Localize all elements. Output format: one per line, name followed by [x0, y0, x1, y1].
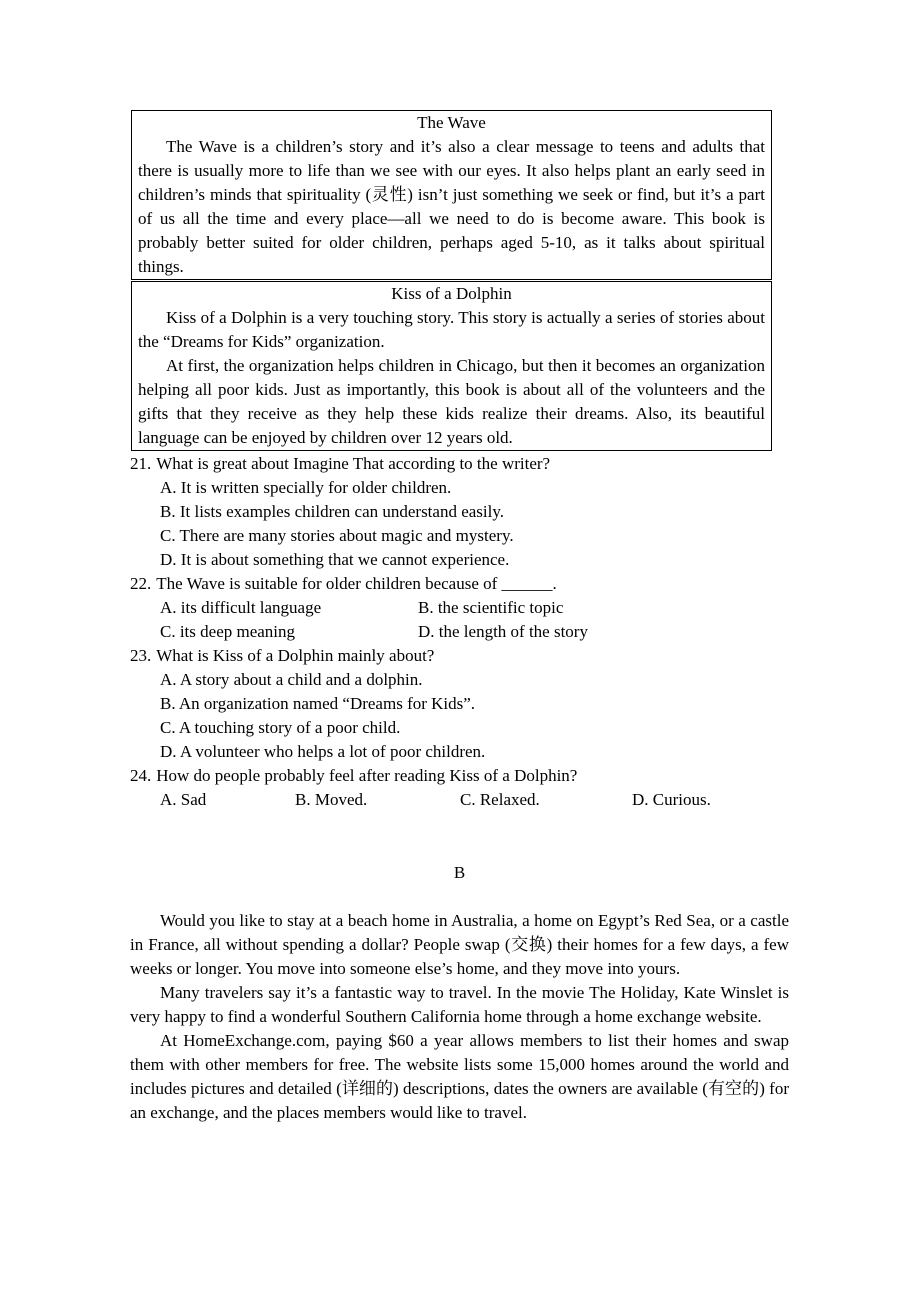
question-22-options-row-2 — [130, 620, 792, 644]
question-text: The Wave is suitable for older children because of ______. — [156, 574, 557, 593]
passage-title-the-wave: The Wave — [417, 113, 486, 132]
question-23-option-b: B. An organization named “Dreams for Kids”. — [160, 694, 476, 713]
question-23 — [130, 644, 792, 668]
question-24-options-row — [130, 788, 792, 812]
question-22 — [130, 572, 792, 596]
question-21-option-b: B. It lists examples children can understand easily. — [160, 502, 505, 521]
question-24-option-c: C. Relaxed. — [460, 790, 540, 809]
question-22-option-c: C. its deep meaning — [160, 622, 296, 641]
question-21-option-d: D. It is about something that we cannot experience. — [160, 550, 510, 569]
question-number: 21. — [130, 454, 152, 473]
question-number: 22. — [130, 574, 152, 593]
section-b-paragraph: Many travelers say it’s a fantastic way to travel. In the movie The Holiday, Kate Winslet is very happy to find a wonderful Southern California home through a home exchange website. — [130, 983, 789, 1026]
question-21 — [130, 452, 792, 476]
passage-paragraph: The Wave is a children’s story and it’s also a clear message to teens and adults that there is usually more to life than we see with our eyes. It also helps plant an early seed in children’s minds that spirituality (灵性) isn’t just something we seek or find, but it’s a part of us all the time and every place—all we need to do is become aware. This book is probably better suited for older children, perhaps aged 5-10, as it talks about spiritual things. — [138, 137, 765, 276]
question-24-option-b: B. Moved. — [295, 790, 368, 809]
reading-passage-boxes — [131, 110, 772, 451]
question-22-options-row-1 — [130, 596, 792, 620]
passage-title-kiss-of-a-dolphin: Kiss of a Dolphin — [391, 284, 512, 303]
question-23-option-c: C. A touching story of a poor child. — [160, 718, 401, 737]
question-text: How do people probably feel after reading Kiss of a Dolphin? — [156, 766, 578, 785]
section-b-heading: B — [453, 863, 466, 882]
question-number: 23. — [130, 646, 152, 665]
section-b-paragraph: Would you like to stay at a beach home in Australia, a home on Egypt’s Red Sea, or a castle in France, all without spending a dollar? People swap (交换) their homes for a few days, a few weeks or longer. You move into someone else’s home, and they move into yours. — [130, 911, 789, 978]
question-22-option-b: B. the scientific topic — [418, 598, 564, 617]
questions-section — [130, 452, 792, 812]
section-b-paragraph: At HomeExchange.com, paying $60 a year allows members to list their homes and swap them with other members for free. The website lists some 15,000 homes around the world and includes pictures and detailed (详细的) descriptions, dates the owners are available (有空的) for an exchange, and the places members would like to travel. — [130, 1031, 789, 1122]
question-21-option-c: C. There are many stories about magic and mystery. — [160, 526, 514, 545]
question-22-option-d: D. the length of the story — [418, 622, 588, 641]
question-22-option-a: A. its difficult language — [160, 598, 322, 617]
question-text: What is Kiss of a Dolphin mainly about? — [156, 646, 435, 665]
question-21-option-a: A. It is written specially for older children. — [160, 478, 452, 497]
question-text: What is great about Imagine That according to the writer? — [156, 454, 551, 473]
question-24-option-d: D. Curious. — [632, 790, 711, 809]
passage-paragraph: Kiss of a Dolphin is a very touching story. This story is actually a series of stories about the “Dreams for Kids” organization. — [138, 308, 765, 351]
passage-paragraph: At first, the organization helps children in Chicago, but then it becomes an organization helping all poor kids. Just as importantly, this book is about all of the volunteers and the gifts that they receive as they help these kids realize their dreams. Also, its beautiful language can be enjoyed by children over 12 years old. — [138, 356, 765, 447]
question-23-option-d: D. A volunteer who helps a lot of poor children. — [160, 742, 486, 761]
question-24 — [130, 764, 792, 788]
passage-box-kiss-of-a-dolphin — [131, 281, 772, 451]
passage-box-the-wave — [131, 110, 772, 280]
question-23-option-a: A. A story about a child and a dolphin. — [160, 670, 423, 689]
question-number: 24. — [130, 766, 152, 785]
question-24-option-a: A. Sad — [160, 790, 207, 809]
section-b — [130, 861, 789, 1125]
